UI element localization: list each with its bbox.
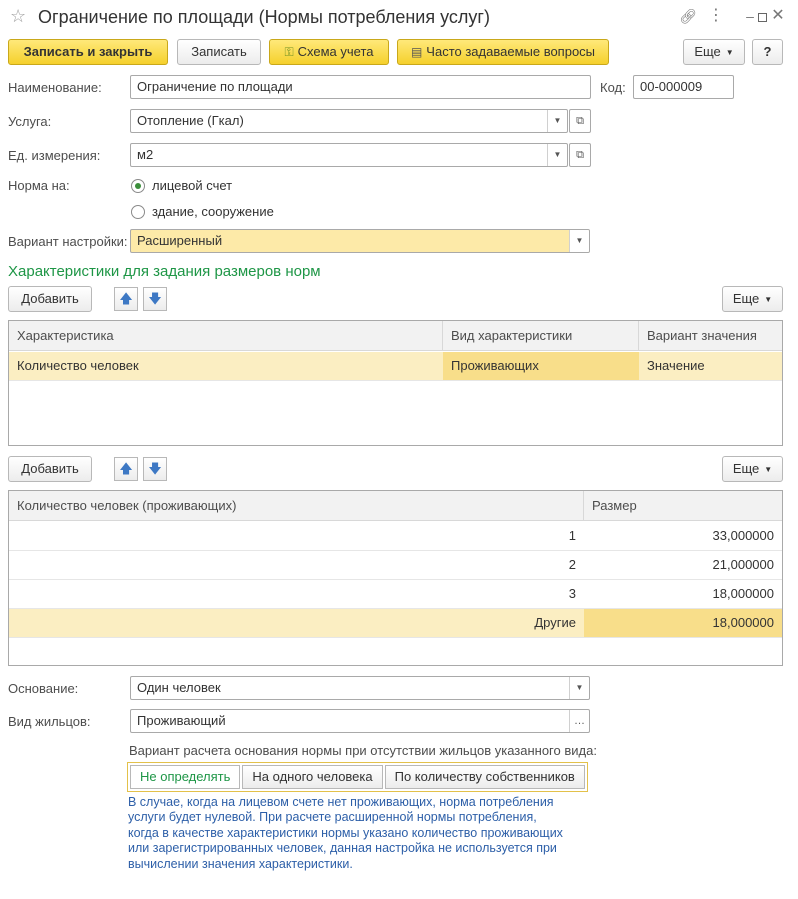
table-cell: 18,000000 [712, 586, 774, 601]
table-cell: 1 [568, 528, 576, 543]
service-label: Услуга: [8, 114, 52, 129]
section-title: Характеристики для задания размеров норм [8, 263, 321, 280]
help-button[interactable]: ? [752, 39, 783, 65]
basis-field[interactable] [130, 676, 590, 700]
dropdown-arrow-icon[interactable]: ▼ [547, 144, 567, 166]
table-cell: 2 [568, 557, 576, 572]
variant-label: Вариант настройки: [8, 234, 128, 249]
residents-field[interactable] [130, 709, 590, 733]
unit-value: м2 [137, 147, 154, 162]
table-row[interactable] [9, 551, 782, 580]
chevron-down-icon: ▼ [764, 294, 773, 304]
add-size-button[interactable]: Добавить [8, 456, 92, 482]
table-cell: Проживающих [443, 352, 639, 380]
more-menu-icon[interactable]: ⋮ [708, 7, 724, 24]
variant-switch [127, 762, 588, 792]
move-up-button[interactable] [114, 457, 138, 481]
move-up-button[interactable] [114, 287, 138, 311]
move-down-button[interactable] [143, 457, 167, 481]
unit-label: Ед. измерения: [8, 148, 101, 163]
hierarchy-icon: ⚿ [284, 45, 294, 59]
variant-field[interactable] [130, 229, 590, 253]
table-cell: Количество человек [17, 358, 139, 373]
basis-label: Основание: [8, 681, 79, 696]
service-field[interactable] [130, 109, 568, 133]
table-header [9, 321, 782, 351]
column-header[interactable]: Вид характеристики [443, 321, 639, 351]
add-characteristic-button[interactable]: Добавить [8, 286, 92, 312]
basis-value: Один человек [137, 680, 221, 695]
radio-building-label[interactable]: здание, сооружение [152, 204, 274, 219]
select-ellipsis-icon[interactable]: … [569, 710, 589, 732]
scheme-label: Схема учета [297, 44, 374, 59]
characteristics-table [8, 320, 783, 446]
open-icon: ⧉ [576, 115, 584, 127]
column-header[interactable]: Количество человек (проживающих) [9, 491, 584, 521]
faq-button[interactable] [397, 39, 609, 65]
table-cell: 21,000000 [712, 557, 774, 572]
table-row[interactable] [9, 352, 782, 381]
option-by-owners[interactable]: По количеству собственников [385, 765, 585, 789]
variant-caption: Вариант расчета основания нормы при отсутствии жильцов указанного вида: [129, 743, 597, 758]
dropdown-arrow-icon[interactable]: ▼ [547, 110, 567, 132]
variant-value: Расширенный [137, 233, 223, 248]
save-and-close-button[interactable]: Записать и закрыть [8, 39, 168, 65]
open-unit-button[interactable] [569, 143, 591, 167]
code-field[interactable]: 00-000009 [633, 75, 734, 99]
scheme-button[interactable] [269, 39, 389, 65]
link-icon[interactable]: 🔗︎ [679, 8, 697, 24]
title-bar [0, 0, 798, 34]
faq-icon: ▤ [410, 45, 423, 59]
norm-label: Норма на: [8, 178, 70, 193]
minimize-icon[interactable]: ‒ [746, 8, 754, 24]
option-not-define[interactable]: Не определять [130, 765, 240, 789]
sizes-more-button[interactable] [722, 456, 783, 482]
table-cell: 18,000000 [584, 609, 782, 637]
table-cell: Значение [647, 358, 705, 373]
radio-building[interactable] [131, 205, 145, 219]
close-icon[interactable]: ✕ [771, 7, 785, 24]
residents-label: Вид жильцов: [8, 714, 91, 729]
table-cell: 3 [568, 586, 576, 601]
table-cell: 33,000000 [712, 528, 774, 543]
favorite-star-icon[interactable]: ☆ [10, 6, 27, 26]
move-down-button[interactable] [143, 287, 167, 311]
sizes-table [8, 490, 783, 666]
more-button[interactable] [683, 39, 745, 65]
window-title: Ограничение по площади (Нормы потребления услуг) [38, 7, 490, 27]
table-row[interactable] [9, 522, 782, 551]
option-one-person[interactable]: На одного человека [242, 765, 382, 789]
open-icon: ⧉ [576, 149, 584, 161]
column-header[interactable]: Характеристика [9, 321, 443, 351]
faq-label: Часто задаваемые вопросы [426, 44, 596, 59]
residents-value: Проживающий [137, 713, 226, 728]
chevron-down-icon: ▼ [764, 464, 773, 474]
column-header[interactable]: Вариант значения [647, 328, 757, 343]
info-note: В случае, когда на лицевом счете нет проживающих, норма потребления услуги будет нулевой. При расчете расширенной нормы потребления, когда в качестве характеристики нормы указано количество проживающих или зарегистрированных человек, данная настройка не используется при вычислении значения характеристики. [128, 795, 563, 871]
open-service-button[interactable] [569, 109, 591, 133]
column-header[interactable]: Размер [592, 498, 637, 513]
table-row[interactable] [9, 609, 782, 638]
characteristics-more-button[interactable] [722, 286, 783, 312]
arrow-up-icon: 🡅 [119, 291, 133, 306]
arrow-up-icon: 🡅 [119, 461, 133, 476]
table-cell: Другие [534, 615, 576, 630]
dropdown-arrow-icon[interactable]: ▼ [569, 677, 589, 699]
table-row[interactable] [9, 580, 782, 609]
maximize-icon[interactable] [741, 6, 761, 26]
arrow-down-icon: 🡇 [148, 461, 162, 476]
table-header [9, 491, 782, 521]
code-label: Код: [600, 80, 626, 95]
service-value: Отопление (Гкал) [137, 113, 244, 128]
arrow-down-icon: 🡇 [148, 291, 162, 306]
chevron-down-icon: ▼ [725, 47, 734, 57]
radio-personal-account[interactable] [131, 179, 145, 193]
dropdown-arrow-icon[interactable]: ▼ [569, 230, 589, 252]
more-label: Еще [694, 44, 721, 59]
save-button[interactable]: Записать [177, 39, 261, 65]
more-label: Еще [732, 461, 760, 476]
name-field[interactable]: Ограничение по площади [130, 75, 591, 99]
more-label: Еще [732, 291, 760, 306]
name-label: Наименование: [8, 80, 102, 95]
radio-personal-account-label[interactable]: лицевой счет [152, 178, 233, 193]
unit-field[interactable] [130, 143, 568, 167]
